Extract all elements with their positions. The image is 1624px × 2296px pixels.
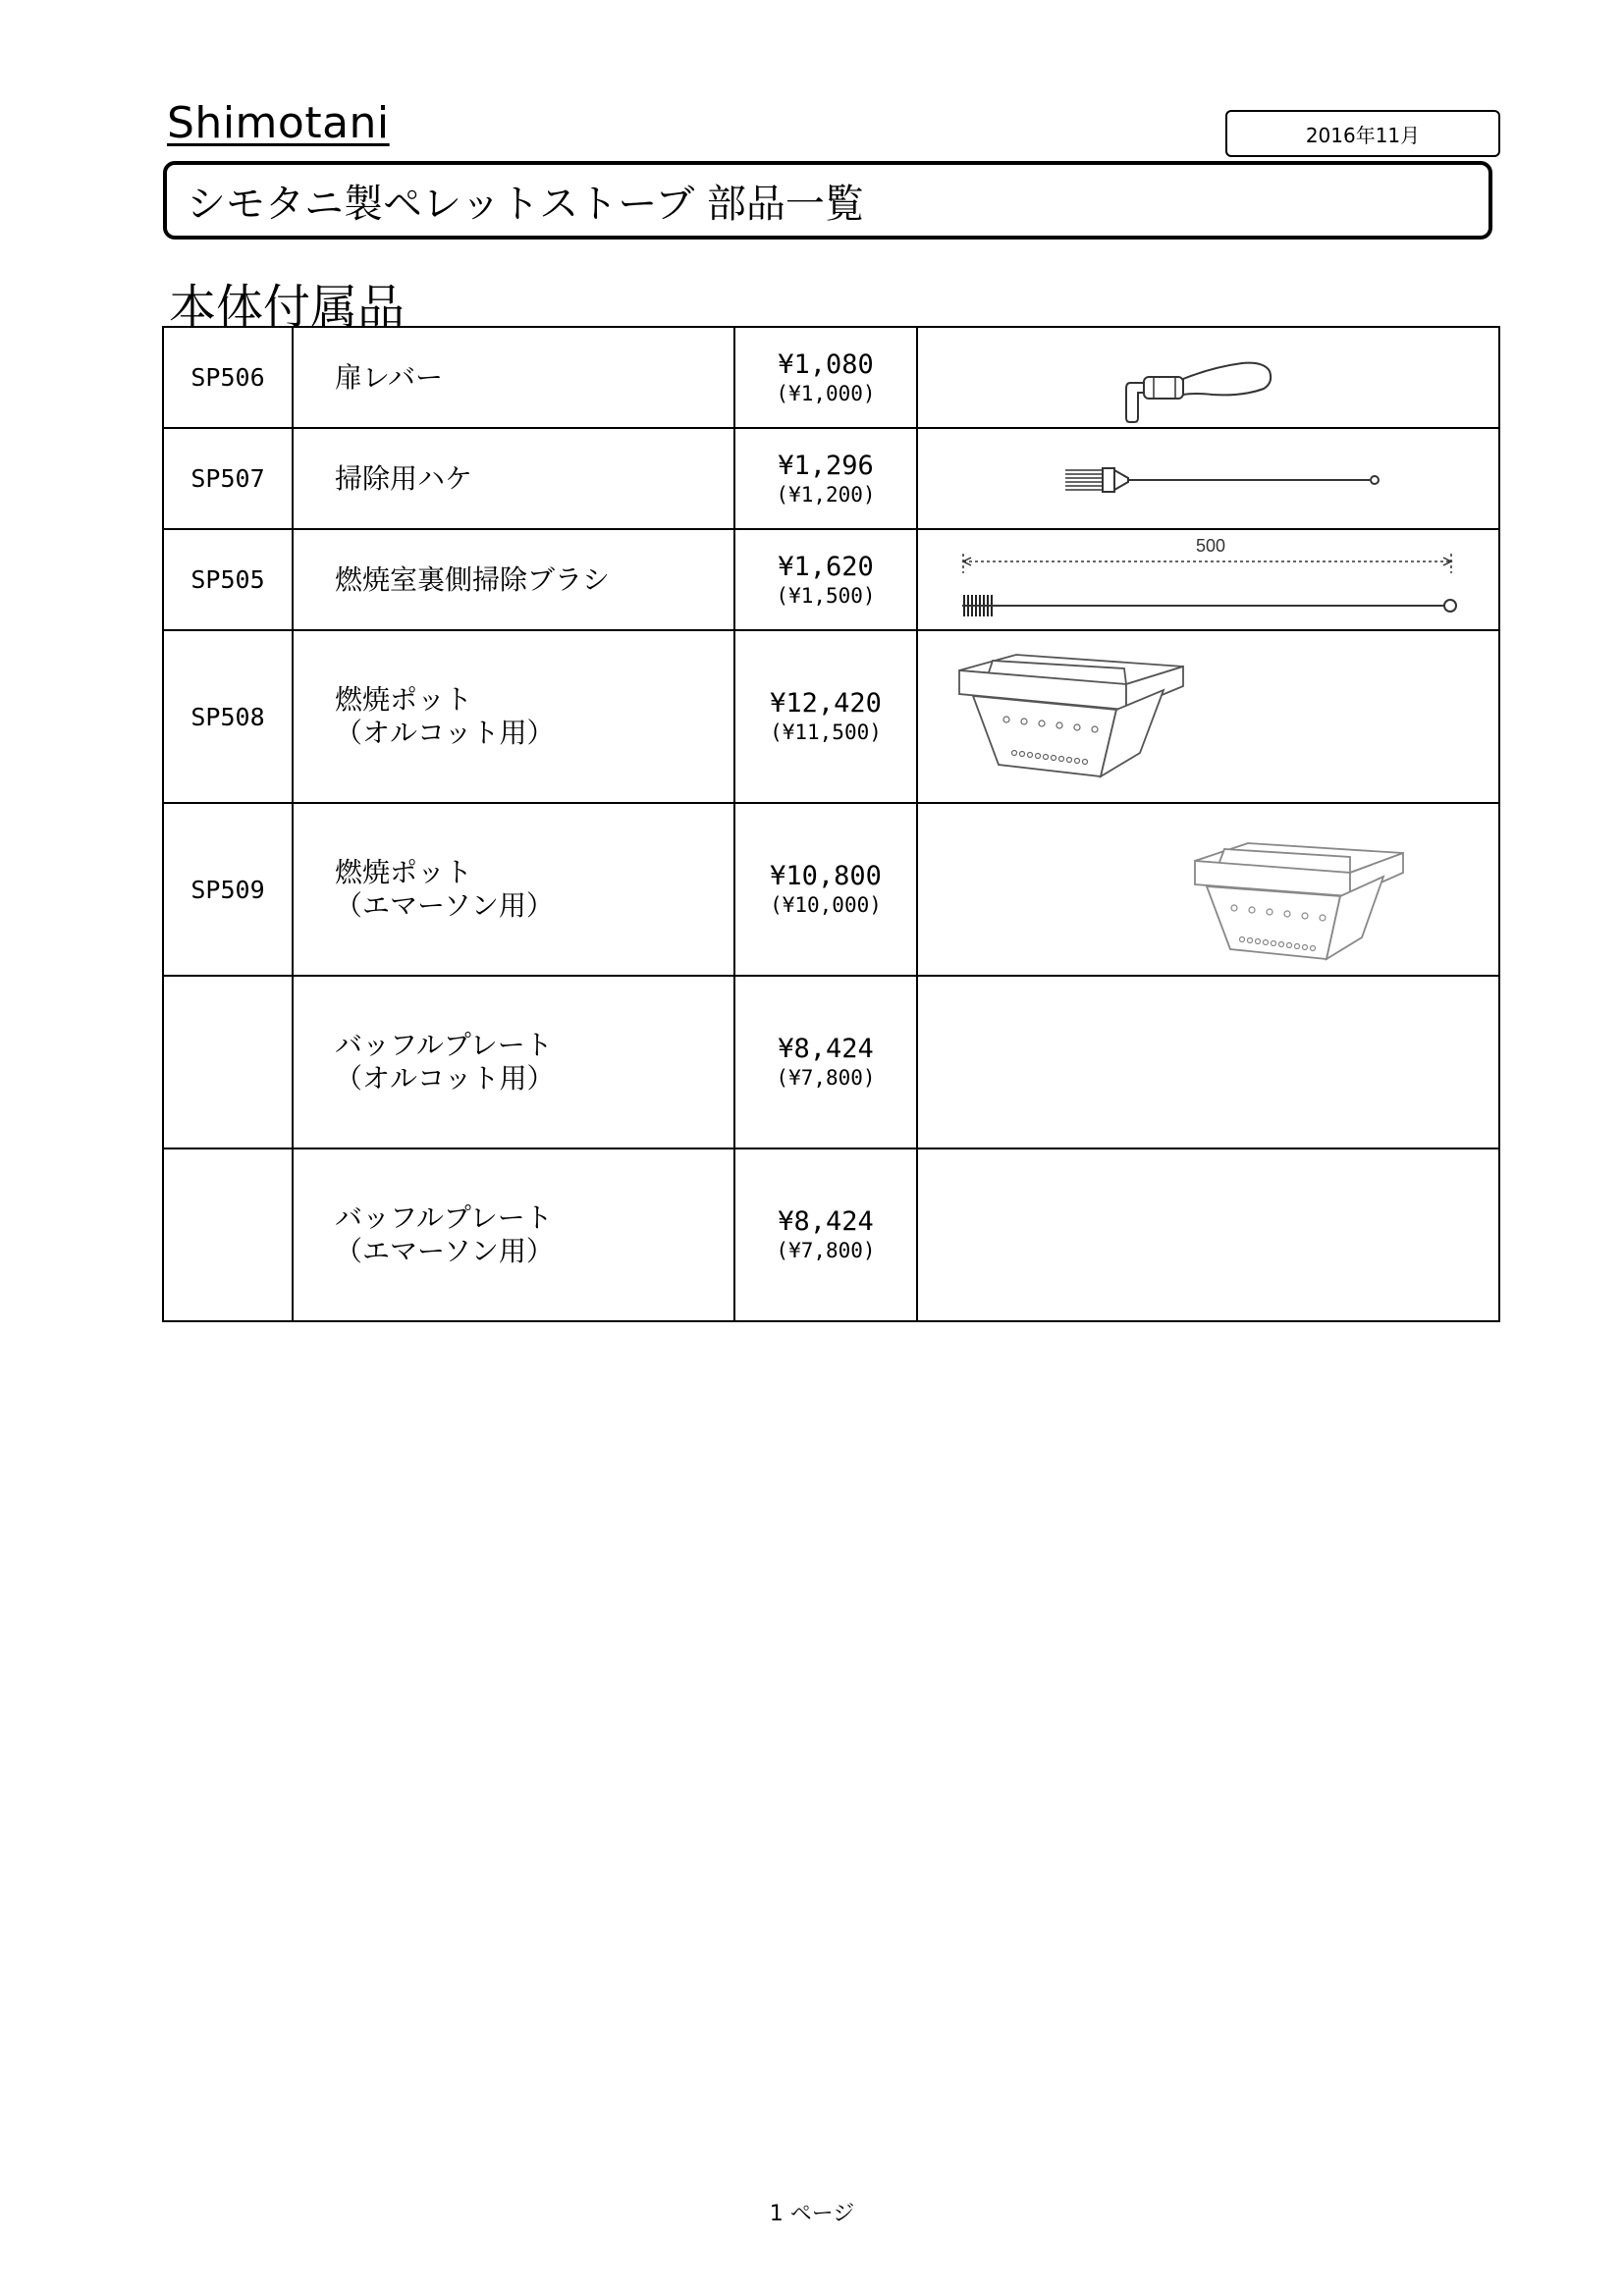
part-code: SP505 — [163, 529, 293, 630]
part-name — [293, 327, 734, 428]
part-name-sub: （エマーソン用） — [335, 889, 554, 922]
part-name-label: 扉レバー — [335, 360, 444, 394]
part-name-sub: （エマーソン用） — [335, 1235, 554, 1267]
price-incl-tax: ¥1,296 — [778, 450, 874, 481]
part-name — [293, 803, 734, 976]
part-image-cell — [917, 327, 1499, 428]
part-price — [734, 630, 917, 803]
price-incl-tax: ¥1,620 — [778, 551, 874, 582]
table-row — [163, 529, 1499, 630]
part-price — [734, 529, 917, 630]
table-row — [163, 803, 1499, 976]
part-name — [293, 976, 734, 1148]
part-name-label: 燃焼室裏側掃除ブラシ — [335, 562, 611, 596]
part-code: SP508 — [163, 630, 293, 803]
part-code — [163, 976, 293, 1148]
table-row — [163, 327, 1499, 428]
price-incl-tax: ¥12,420 — [770, 688, 882, 719]
part-name-sub: （オルコット用） — [335, 717, 555, 749]
door-lever-icon — [918, 328, 1500, 427]
price-excl-tax: (¥10,000) — [770, 893, 882, 917]
part-name-label: バッフルプレート — [335, 1029, 553, 1061]
part-price — [734, 803, 917, 976]
part-name-label: 燃焼ポット — [335, 683, 473, 716]
dimension-label: 500 — [1195, 536, 1226, 556]
part-name-label: 掃除用ハケ — [335, 461, 473, 495]
parts-table — [162, 326, 1500, 1322]
document-title-box — [163, 161, 1492, 240]
brand-logo: Shimotani — [167, 98, 390, 148]
price-incl-tax: ¥10,800 — [770, 861, 882, 891]
price-excl-tax: (¥1,000) — [776, 381, 876, 405]
burn-pot-icon — [918, 804, 1500, 975]
part-name — [293, 428, 734, 529]
part-price — [734, 428, 917, 529]
cleaning-brush-icon — [918, 429, 1500, 528]
part-price — [734, 1148, 917, 1321]
part-code: SP506 — [163, 327, 293, 428]
burn-pot-icon — [918, 631, 1500, 802]
part-code: SP507 — [163, 428, 293, 529]
part-image-cell — [917, 428, 1499, 529]
price-incl-tax: ¥8,424 — [778, 1206, 874, 1237]
price-excl-tax: (¥11,500) — [770, 721, 882, 744]
document-title: シモタニ製ペレットストーブ 部品一覧 — [187, 181, 864, 227]
date-box — [1225, 110, 1500, 157]
price-incl-tax: ¥1,080 — [778, 348, 874, 380]
part-code: SP509 — [163, 803, 293, 976]
part-name-label: バッフルプレート — [335, 1201, 553, 1234]
part-name — [293, 630, 734, 803]
document-date: 2016年11月 — [1305, 123, 1421, 147]
chamber-brush-icon — [918, 530, 1500, 629]
table-row — [163, 976, 1499, 1148]
table-row — [163, 1148, 1499, 1321]
price-excl-tax: (¥1,500) — [776, 583, 876, 608]
table-row — [163, 630, 1499, 803]
price-excl-tax: (¥7,800) — [776, 1239, 876, 1262]
page-number: 1 ページ — [769, 2202, 855, 2226]
part-image-cell — [917, 1148, 1499, 1321]
part-image-cell — [917, 803, 1499, 976]
part-image-cell — [917, 529, 1499, 630]
price-excl-tax: (¥7,800) — [776, 1066, 876, 1090]
part-name-label: 燃焼ポット — [335, 856, 473, 888]
part-image-cell — [917, 976, 1499, 1148]
part-name-sub: （オルコット用） — [335, 1062, 555, 1095]
section-heading: 本体付属品 — [169, 280, 406, 335]
part-price — [734, 327, 917, 428]
part-price — [734, 976, 917, 1148]
part-name — [293, 1148, 734, 1321]
part-image-cell — [917, 630, 1499, 803]
price-excl-tax: (¥1,200) — [776, 482, 876, 507]
price-incl-tax: ¥8,424 — [778, 1034, 874, 1064]
part-code — [163, 1148, 293, 1321]
part-name — [293, 529, 734, 630]
table-row — [163, 428, 1499, 529]
